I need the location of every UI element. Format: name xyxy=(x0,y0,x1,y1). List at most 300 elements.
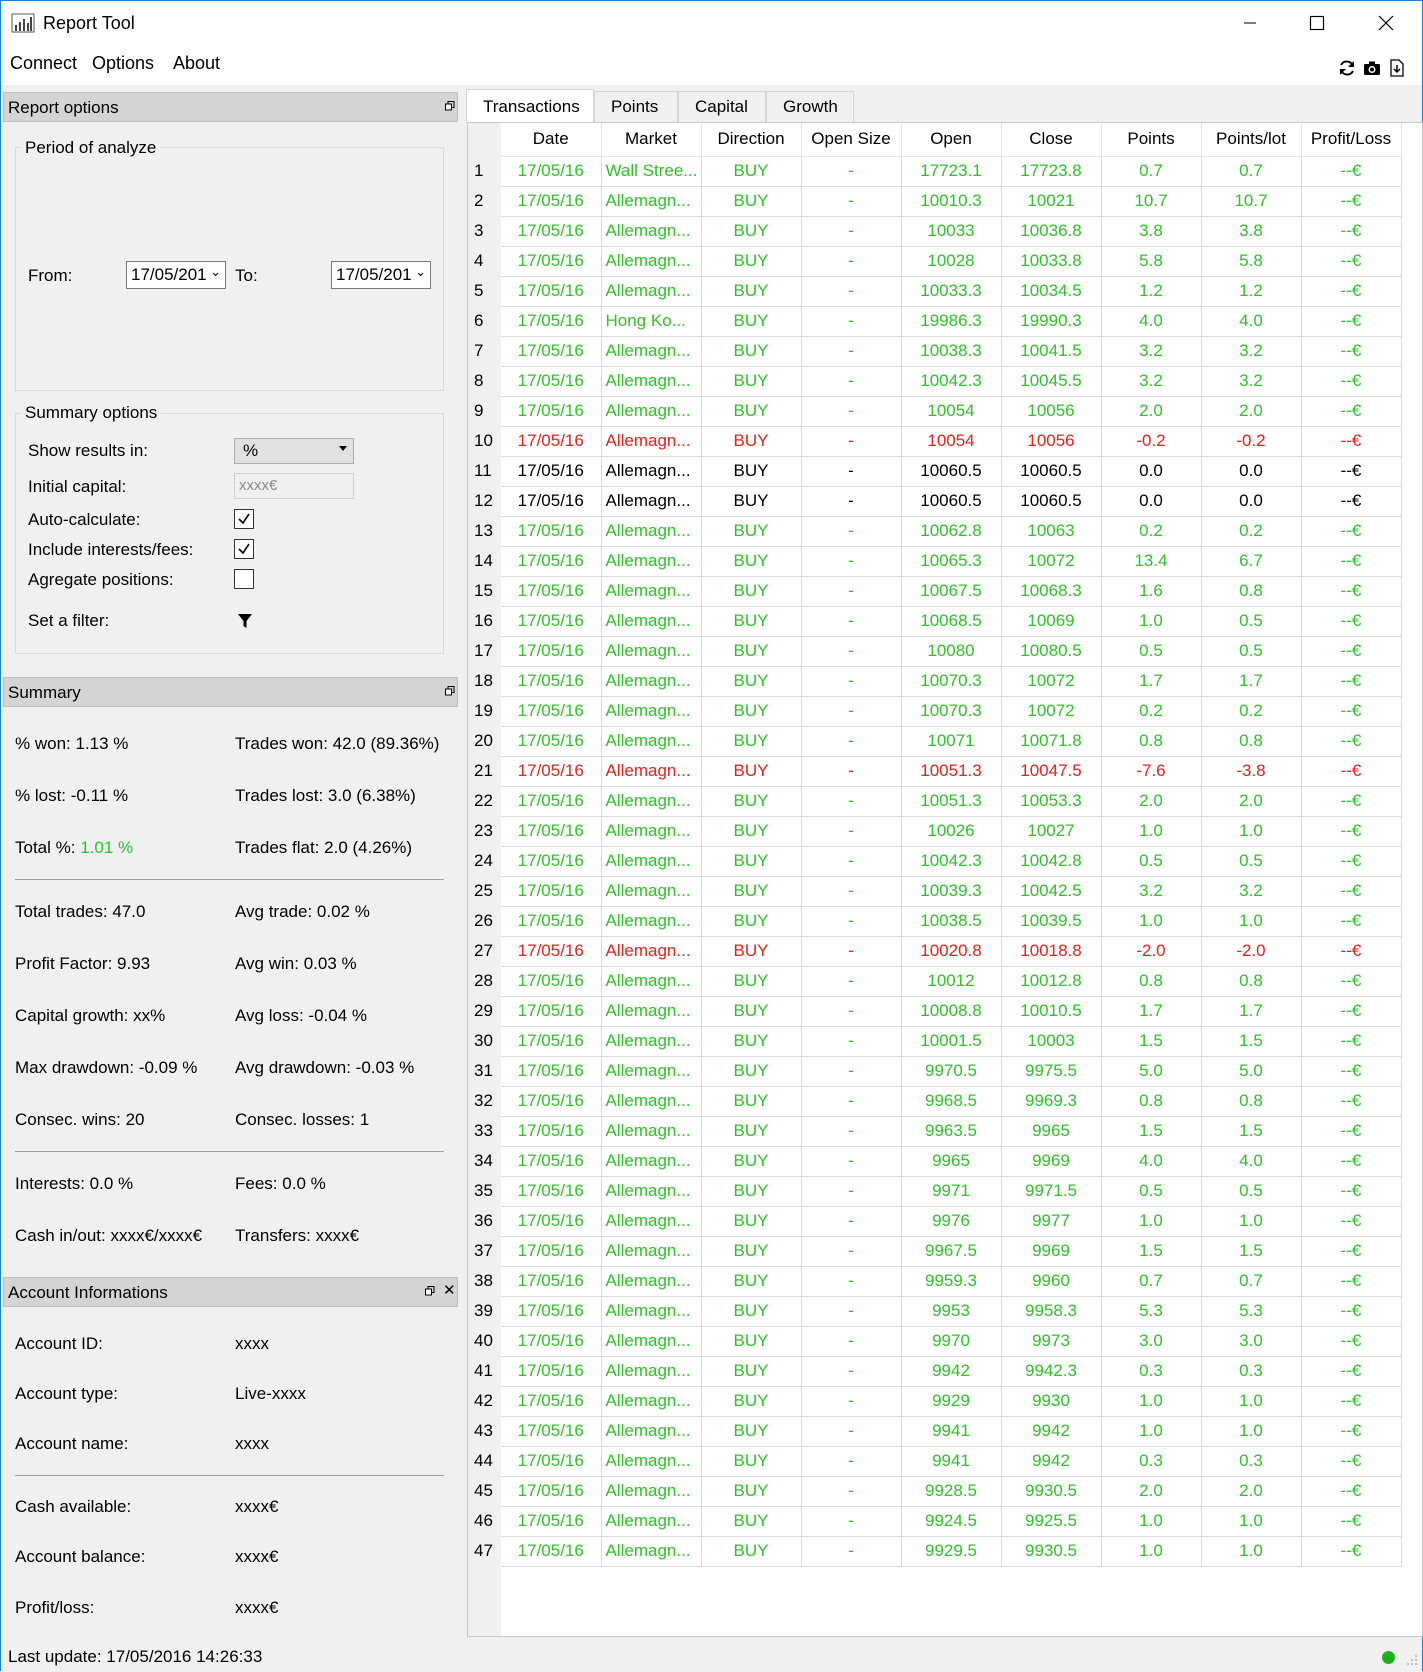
menu-about[interactable]: About xyxy=(173,53,221,73)
close-icon[interactable]: ✕ xyxy=(443,1282,456,1299)
open-cell: 17723.1 xyxy=(901,156,1001,186)
open-size-cell: - xyxy=(801,426,901,456)
open-size-cell: - xyxy=(801,1416,901,1446)
account-balance-label: Account balance: xyxy=(15,1547,146,1566)
last-update-text: Last update: 17/05/2016 14:26:33 xyxy=(8,1647,263,1666)
show-results-value: % xyxy=(243,441,259,460)
profit-loss-cell: --€ xyxy=(1301,606,1401,636)
table-row[interactable] xyxy=(468,576,1401,606)
open-size-cell: - xyxy=(801,546,901,576)
points-per-lot-cell: 0.8 xyxy=(1201,576,1301,606)
table-row[interactable] xyxy=(468,246,1401,276)
open-size-cell: - xyxy=(801,366,901,396)
open-cell: 10033 xyxy=(901,216,1001,246)
close-cell: 9975.5 xyxy=(1001,1056,1101,1086)
open-size-cell: - xyxy=(801,816,901,846)
account-balance-value: xxxx€ xyxy=(235,1547,279,1566)
profit-factor-stat: Profit Factor: 9.93 xyxy=(15,954,151,973)
pct-lost-stat: % lost: -0.11 % xyxy=(15,786,129,805)
points-per-lot-cell: 0.2 xyxy=(1201,696,1301,726)
close-cell: 9930.5 xyxy=(1001,1476,1101,1506)
account-header xyxy=(3,1277,458,1307)
points-per-lot-cell: 0.7 xyxy=(1201,1266,1301,1296)
table-row[interactable] xyxy=(468,186,1401,216)
table-row[interactable] xyxy=(468,1266,1401,1296)
close-cell: 10010.5 xyxy=(1001,996,1101,1026)
open-col-header[interactable]: Open xyxy=(901,123,1001,156)
direction-cell: BUY xyxy=(701,966,801,996)
market-cell: Allemagn... xyxy=(601,1026,701,1056)
points-cell: 5.0 xyxy=(1101,1056,1201,1086)
profit-loss-cell: --€ xyxy=(1301,396,1401,426)
row-number: 47 xyxy=(468,1536,501,1566)
auto-calculate-label: Auto-calculate: xyxy=(28,510,141,529)
market-cell: Allemagn... xyxy=(601,456,701,486)
open-cell: 9929.5 xyxy=(901,1536,1001,1566)
table-row[interactable] xyxy=(468,996,1401,1026)
market-cell: Allemagn... xyxy=(601,1506,701,1536)
open-cell: 9976 xyxy=(901,1206,1001,1236)
market-cell: Allemagn... xyxy=(601,1416,701,1446)
open-size-cell: - xyxy=(801,246,901,276)
table-row[interactable] xyxy=(468,696,1401,726)
market-cell: Allemagn... xyxy=(601,576,701,606)
direction-cell: BUY xyxy=(701,1146,801,1176)
date-cell: 17/05/16 xyxy=(501,996,601,1026)
points-per-lot-cell: 1.0 xyxy=(1201,816,1301,846)
points-per-lot-col-header[interactable]: Points/lot xyxy=(1201,123,1301,156)
open-size-cell: - xyxy=(801,786,901,816)
open-size-cell: - xyxy=(801,1446,901,1476)
close-cell: 19990.3 xyxy=(1001,306,1101,336)
chevron-down-icon: ⌄ xyxy=(210,264,221,279)
direction-cell: BUY xyxy=(701,246,801,276)
open-cell: 10071 xyxy=(901,726,1001,756)
window-title: Report Tool xyxy=(43,13,135,33)
close-cell: 10053.3 xyxy=(1001,786,1101,816)
row-number: 4 xyxy=(468,246,501,276)
table-row[interactable] xyxy=(468,1026,1401,1056)
profit-loss-cell: --€ xyxy=(1301,1026,1401,1056)
points-per-lot-cell: 0.0 xyxy=(1201,486,1301,516)
undock-icon[interactable] xyxy=(445,101,455,111)
direction-cell: BUY xyxy=(701,1536,801,1566)
table-row[interactable] xyxy=(468,516,1401,546)
table-row[interactable] xyxy=(468,786,1401,816)
date-cell: 17/05/16 xyxy=(501,156,601,186)
profit-loss-cell: --€ xyxy=(1301,1416,1401,1446)
market-cell: Allemagn... xyxy=(601,546,701,576)
initial-capital-input[interactable]: xxxx€ xyxy=(234,473,354,499)
open-size-cell: - xyxy=(801,1146,901,1176)
date-cell: 17/05/16 xyxy=(501,816,601,846)
table-row[interactable] xyxy=(468,936,1401,966)
row-number: 30 xyxy=(468,1026,501,1056)
open-cell: 19986.3 xyxy=(901,306,1001,336)
table-row[interactable] xyxy=(468,816,1401,846)
row-number: 10 xyxy=(468,426,501,456)
profit-loss-cell: --€ xyxy=(1301,1446,1401,1476)
table-row[interactable] xyxy=(468,546,1401,576)
market-cell: Allemagn... xyxy=(601,876,701,906)
avg-loss-stat: Avg loss: -0.04 % xyxy=(235,1006,367,1025)
close-cell: 9942.3 xyxy=(1001,1356,1101,1386)
open-size-cell: - xyxy=(801,1086,901,1116)
table-row[interactable] xyxy=(468,906,1401,936)
points-cell: 1.6 xyxy=(1101,576,1201,606)
market-cell: Allemagn... xyxy=(601,1116,701,1146)
profit-loss-cell: --€ xyxy=(1301,876,1401,906)
points-cell: 0.0 xyxy=(1101,486,1201,516)
row-number: 25 xyxy=(468,876,501,906)
refresh-icon[interactable] xyxy=(1336,57,1358,79)
close-col-header[interactable]: Close xyxy=(1001,123,1101,156)
direction-cell: BUY xyxy=(701,1296,801,1326)
open-cell: 10060.5 xyxy=(901,486,1001,516)
aggregate-checkbox[interactable] xyxy=(234,569,254,589)
table-row[interactable] xyxy=(468,1386,1401,1416)
divider xyxy=(15,1475,444,1476)
points-per-lot-cell: -3.8 xyxy=(1201,756,1301,786)
profit-loss-col-header[interactable]: Profit/Loss xyxy=(1301,123,1401,156)
market-cell: Allemagn... xyxy=(601,186,701,216)
market-cell: Hong Ko... xyxy=(601,306,701,336)
table-row[interactable] xyxy=(468,606,1401,636)
date-cell: 17/05/16 xyxy=(501,1296,601,1326)
profit-loss-cell: --€ xyxy=(1301,936,1401,966)
row-number: 8 xyxy=(468,366,501,396)
points-per-lot-cell: 1.0 xyxy=(1201,1386,1301,1416)
market-cell: Allemagn... xyxy=(601,1176,701,1206)
open-cell: 10042.3 xyxy=(901,366,1001,396)
date-cell: 17/05/16 xyxy=(501,396,601,426)
table-row[interactable] xyxy=(468,636,1401,666)
transactions-table-frame xyxy=(467,122,1423,1637)
points-cell: 1.7 xyxy=(1101,666,1201,696)
close-cell: 9930 xyxy=(1001,1386,1101,1416)
account-title: Account Informations xyxy=(8,1283,168,1302)
close-cell: 10018.8 xyxy=(1001,936,1101,966)
points-per-lot-cell: 0.5 xyxy=(1201,636,1301,666)
points-per-lot-cell: 0.3 xyxy=(1201,1446,1301,1476)
open-cell: 10038.5 xyxy=(901,906,1001,936)
profit-loss-cell: --€ xyxy=(1301,1326,1401,1356)
points-cell: 1.7 xyxy=(1101,996,1201,1026)
date-cell: 17/05/16 xyxy=(501,246,601,276)
close-cell: 10071.8 xyxy=(1001,726,1101,756)
points-cell: 1.5 xyxy=(1101,1236,1201,1266)
table-row[interactable] xyxy=(468,456,1401,486)
row-number: 36 xyxy=(468,1206,501,1236)
date-cell: 17/05/16 xyxy=(501,726,601,756)
points-cell: 4.0 xyxy=(1101,1146,1201,1176)
row-number: 42 xyxy=(468,1386,501,1416)
direction-cell: BUY xyxy=(701,786,801,816)
date-cell: 17/05/16 xyxy=(501,1236,601,1266)
market-cell: Allemagn... xyxy=(601,246,701,276)
table-row[interactable] xyxy=(468,1086,1401,1116)
undock-icon[interactable] xyxy=(445,686,455,696)
market-cell: Allemagn... xyxy=(601,726,701,756)
table-row[interactable] xyxy=(468,1116,1401,1146)
row-number: 2 xyxy=(468,186,501,216)
tab-growth[interactable]: Growth xyxy=(766,91,854,122)
open-size-cell: - xyxy=(801,726,901,756)
points-cell: 0.0 xyxy=(1101,456,1201,486)
direction-cell: BUY xyxy=(701,486,801,516)
table-row[interactable] xyxy=(468,666,1401,696)
cash-inout-stat: Cash in/out: xxxx€/xxxx€ xyxy=(15,1226,203,1245)
row-number: 13 xyxy=(468,516,501,546)
open-size-cell: - xyxy=(801,216,901,246)
table-row[interactable] xyxy=(468,156,1401,186)
row-number: 18 xyxy=(468,666,501,696)
market-cell: Allemagn... xyxy=(601,516,701,546)
direction-cell: BUY xyxy=(701,756,801,786)
close-cell: 10042.5 xyxy=(1001,876,1101,906)
close-cell: 10034.5 xyxy=(1001,276,1101,306)
open-cell: 9942 xyxy=(901,1356,1001,1386)
minimize-button[interactable] xyxy=(1220,1,1280,45)
summary-title: Summary xyxy=(8,683,81,702)
tab-transactions[interactable]: Transactions xyxy=(466,89,594,122)
filter-icon[interactable] xyxy=(237,613,253,629)
menu-connect[interactable]: Connect xyxy=(10,53,78,73)
points-cell: 5.3 xyxy=(1101,1296,1201,1326)
consec-losses-stat: Consec. losses: 1 xyxy=(235,1110,370,1129)
resize-grip-icon[interactable] xyxy=(1406,1654,1418,1666)
table-row[interactable] xyxy=(468,1446,1401,1476)
points-per-lot-cell: 2.0 xyxy=(1201,1476,1301,1506)
profit-loss-cell: --€ xyxy=(1301,756,1401,786)
profit-loss-cell: --€ xyxy=(1301,1056,1401,1086)
points-per-lot-cell: 0.7 xyxy=(1201,156,1301,186)
row-number: 29 xyxy=(468,996,501,1026)
open-size-cell: - xyxy=(801,936,901,966)
market-cell: Allemagn... xyxy=(601,846,701,876)
table-row[interactable] xyxy=(468,1356,1401,1386)
account-name-value: xxxx xyxy=(235,1434,269,1453)
points-per-lot-cell: 1.5 xyxy=(1201,1026,1301,1056)
chart-app-icon xyxy=(11,13,35,33)
direction-cell: BUY xyxy=(701,636,801,666)
direction-cell: BUY xyxy=(701,1206,801,1236)
profit-loss-cell: --€ xyxy=(1301,996,1401,1026)
open-size-col-header[interactable]: Open Size xyxy=(801,123,901,156)
points-per-lot-cell: 1.0 xyxy=(1201,1506,1301,1536)
direction-cell: BUY xyxy=(701,1386,801,1416)
profit-loss-cell: --€ xyxy=(1301,246,1401,276)
profit-loss-cell: --€ xyxy=(1301,1146,1401,1176)
open-size-cell: - xyxy=(801,1026,901,1056)
table-row[interactable] xyxy=(468,216,1401,246)
row-number: 21 xyxy=(468,756,501,786)
table-row[interactable] xyxy=(468,486,1401,516)
status-bar xyxy=(1,1641,1422,1672)
close-cell: 10041.5 xyxy=(1001,336,1101,366)
open-cell: 10008.8 xyxy=(901,996,1001,1026)
close-cell: 9925.5 xyxy=(1001,1506,1101,1536)
market-cell: Allemagn... xyxy=(601,426,701,456)
row-number: 19 xyxy=(468,696,501,726)
market-cell: Allemagn... xyxy=(601,606,701,636)
row-number: 6 xyxy=(468,306,501,336)
row-number: 23 xyxy=(468,816,501,846)
close-cell: 9960 xyxy=(1001,1266,1101,1296)
to-date-picker[interactable] xyxy=(331,261,431,289)
points-per-lot-cell: 0.2 xyxy=(1201,516,1301,546)
avg-drawdown-stat: Avg drawdown: -0.03 % xyxy=(235,1058,415,1077)
profit-loss-cell: --€ xyxy=(1301,1506,1401,1536)
table-row[interactable] xyxy=(468,1146,1401,1176)
tab-points[interactable]: Points xyxy=(594,91,678,122)
market-cell: Allemagn... xyxy=(601,1146,701,1176)
points-cell: 0.8 xyxy=(1101,966,1201,996)
open-size-cell: - xyxy=(801,306,901,336)
from-date-picker[interactable] xyxy=(126,261,226,289)
table-row[interactable] xyxy=(468,846,1401,876)
market-cell: Allemagn... xyxy=(601,486,701,516)
profit-loss-cell: --€ xyxy=(1301,786,1401,816)
table-row[interactable] xyxy=(468,1056,1401,1086)
table-row[interactable] xyxy=(468,876,1401,906)
points-cell: 2.0 xyxy=(1101,1476,1201,1506)
market-cell: Allemagn... xyxy=(601,1056,701,1086)
row-number: 37 xyxy=(468,1236,501,1266)
close-cell: 9930.5 xyxy=(1001,1536,1101,1566)
open-cell: 10051.3 xyxy=(901,756,1001,786)
cash-available-label: Cash available: xyxy=(15,1497,132,1516)
table-row[interactable] xyxy=(468,396,1401,426)
profit-loss-cell: --€ xyxy=(1301,1266,1401,1296)
row-number: 40 xyxy=(468,1326,501,1356)
direction-cell: BUY xyxy=(701,1176,801,1206)
report-options-title: Report options xyxy=(8,98,119,117)
points-cell: 0.7 xyxy=(1101,1266,1201,1296)
table-row[interactable] xyxy=(468,1326,1401,1356)
table-row[interactable] xyxy=(468,1176,1401,1206)
profit-loss-cell: --€ xyxy=(1301,1236,1401,1266)
date-cell: 17/05/16 xyxy=(501,1086,601,1116)
open-cell: 9965 xyxy=(901,1146,1001,1176)
table-row[interactable] xyxy=(468,1506,1401,1536)
table-row[interactable] xyxy=(468,1296,1401,1326)
camera-icon[interactable] xyxy=(1361,57,1383,79)
close-button[interactable] xyxy=(1356,1,1416,45)
open-size-cell: - xyxy=(801,456,901,486)
table-row[interactable] xyxy=(468,336,1401,366)
close-cell: 10033.8 xyxy=(1001,246,1101,276)
points-cell: 1.0 xyxy=(1101,1416,1201,1446)
table-row[interactable] xyxy=(468,1206,1401,1236)
direction-cell: BUY xyxy=(701,726,801,756)
table-row[interactable] xyxy=(468,1536,1401,1566)
table-row[interactable] xyxy=(468,1476,1401,1506)
profit-loss-cell: --€ xyxy=(1301,156,1401,186)
open-cell: 9963.5 xyxy=(901,1116,1001,1146)
open-size-cell: - xyxy=(801,516,901,546)
open-size-cell: - xyxy=(801,1206,901,1236)
market-cell: Allemagn... xyxy=(601,1356,701,1386)
date-cell: 17/05/16 xyxy=(501,1476,601,1506)
date-col-header[interactable]: Date xyxy=(501,123,601,156)
show-results-label: Show results in: xyxy=(28,441,148,460)
summary-header xyxy=(3,677,458,707)
row-number: 38 xyxy=(468,1266,501,1296)
market-col-header[interactable]: Market xyxy=(601,123,701,156)
corner-cell xyxy=(468,123,501,156)
show-results-select[interactable] xyxy=(234,438,354,464)
profit-loss-cell: --€ xyxy=(1301,696,1401,726)
profit-loss-cell: --€ xyxy=(1301,1356,1401,1386)
table-row[interactable] xyxy=(468,366,1401,396)
row-number: 5 xyxy=(468,276,501,306)
avg-trade-stat: Avg trade: 0.02 % xyxy=(235,902,370,921)
table-row[interactable] xyxy=(468,966,1401,996)
row-number: 35 xyxy=(468,1176,501,1206)
direction-cell: BUY xyxy=(701,1026,801,1056)
include-fees-checkbox[interactable] xyxy=(234,539,254,559)
close-cell: 10056 xyxy=(1001,396,1101,426)
open-cell: 9953 xyxy=(901,1296,1001,1326)
export-icon[interactable] xyxy=(1386,57,1408,79)
date-cell: 17/05/16 xyxy=(501,366,601,396)
filter-label: Set a filter: xyxy=(28,611,110,630)
undock-icon[interactable] xyxy=(425,1286,435,1296)
open-size-cell: - xyxy=(801,666,901,696)
open-cell: 9941 xyxy=(901,1416,1001,1446)
market-cell: Allemagn... xyxy=(601,1236,701,1266)
table-row[interactable] xyxy=(468,1416,1401,1446)
open-cell: 10001.5 xyxy=(901,1026,1001,1056)
market-cell: Allemagn... xyxy=(601,1326,701,1356)
points-cell: 1.0 xyxy=(1101,606,1201,636)
points-col-header[interactable]: Points xyxy=(1101,123,1201,156)
row-number: 41 xyxy=(468,1356,501,1386)
direction-col-header[interactable]: Direction xyxy=(701,123,801,156)
open-cell: 9970.5 xyxy=(901,1056,1001,1086)
open-cell: 9928.5 xyxy=(901,1476,1001,1506)
date-cell: 17/05/16 xyxy=(501,1206,601,1236)
pct-won-stat: % won: 1.13 % xyxy=(15,734,129,753)
date-cell: 17/05/16 xyxy=(501,1506,601,1536)
table-row[interactable] xyxy=(468,306,1401,336)
points-per-lot-cell: 1.0 xyxy=(1201,1416,1301,1446)
open-size-cell: - xyxy=(801,1506,901,1536)
direction-cell: BUY xyxy=(701,906,801,936)
direction-cell: BUY xyxy=(701,1506,801,1536)
open-size-cell: - xyxy=(801,996,901,1026)
table-row[interactable] xyxy=(468,756,1401,786)
date-cell: 17/05/16 xyxy=(501,1056,601,1086)
tab-capital[interactable]: Capital xyxy=(678,91,766,122)
points-cell: 3.8 xyxy=(1101,216,1201,246)
points-cell: 2.0 xyxy=(1101,396,1201,426)
points-cell: 1.5 xyxy=(1101,1116,1201,1146)
maximize-button[interactable] xyxy=(1287,1,1347,45)
market-cell: Allemagn... xyxy=(601,1386,701,1416)
market-cell: Allemagn... xyxy=(601,1296,701,1326)
menu-options[interactable]: Options xyxy=(92,53,155,73)
table-row[interactable] xyxy=(468,426,1401,456)
profit-loss-cell: --€ xyxy=(1301,216,1401,246)
auto-calculate-checkbox[interactable] xyxy=(234,509,254,529)
date-cell: 17/05/16 xyxy=(501,1146,601,1176)
table-row[interactable] xyxy=(468,1236,1401,1266)
table-row[interactable] xyxy=(468,276,1401,306)
row-number: 31 xyxy=(468,1056,501,1086)
table-row[interactable] xyxy=(468,726,1401,756)
